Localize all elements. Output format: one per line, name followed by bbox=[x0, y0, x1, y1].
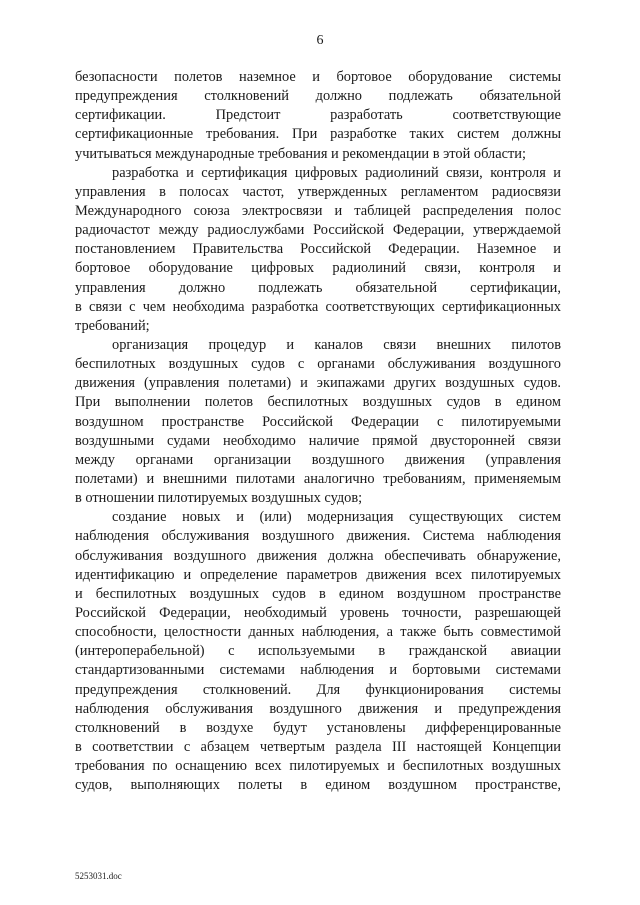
body-line: (интероперабельной) с используемыми в гражданской авиации bbox=[75, 643, 561, 660]
body-line: безопасности полетов наземное и бортовое оборудование системы bbox=[75, 69, 561, 85]
body-line: предупреждения столкновений должно подлежать обязательной bbox=[75, 88, 561, 105]
body-line: сертификационные требования. При разработке таких систем должны bbox=[75, 126, 561, 143]
body-line: учитываться международные требования и рекомендации в этой области; bbox=[75, 145, 526, 162]
body-line: бортовое оборудование цифровых радиолиний связи, контроля и bbox=[75, 260, 561, 277]
body-line: между органами организации воздушного движения (управления bbox=[75, 451, 561, 468]
body-line: наблюдения обслуживания воздушного движения и предупреждения bbox=[75, 700, 561, 717]
body-line: движения (управления полетами) и экипажами других воздушных судов. bbox=[75, 375, 561, 392]
body-line: создание новых и (или) модернизация существующих систем bbox=[112, 509, 561, 526]
document-code: 5253031.doc bbox=[75, 871, 122, 881]
body-line: воздушными судами необходимо наличие прямой двусторонней связи bbox=[75, 432, 561, 449]
body-line: предупреждения столкновений. Для функционирования системы bbox=[75, 681, 561, 698]
body-line: и беспилотных воздушных судов в едином воздушном пространстве bbox=[75, 585, 561, 602]
body-line: в связи с чем необходима разработка соответствующих сертификационных bbox=[75, 298, 561, 315]
body-line: требований; bbox=[75, 317, 150, 334]
body-line: беспилотных воздушных судов с органами обслуживания воздушного bbox=[75, 356, 561, 373]
body-line: столкновений в воздухе будут установлены дифференцированные bbox=[75, 719, 561, 736]
body-line: наблюдения обслуживания воздушного движения. Система наблюдения bbox=[75, 528, 561, 545]
body-line: Международного союза электросвязи и таблицей распределения полос bbox=[75, 202, 561, 219]
body-line: стандартизованными системами наблюдения и бортовыми системами bbox=[75, 662, 561, 679]
body-line: в отношении пилотируемых воздушных судов; bbox=[75, 490, 363, 507]
body-line: Российской Федерации, необходимый уровень точности, разрешающей bbox=[75, 604, 561, 621]
body-line: разработка и сертификация цифровых радиолиний связи, контроля и bbox=[112, 164, 561, 181]
document-body bbox=[75, 68, 561, 795]
body-line: постановлением Правительства Российской Федерации. Наземное и bbox=[75, 241, 561, 258]
body-line: судов, выполняющих полеты в едином воздушном пространстве, bbox=[75, 777, 561, 794]
body-line: обслуживания воздушного движения должна обеспечивать обнаружение, bbox=[75, 547, 561, 564]
body-line: требования по оснащению всех пилотируемых и беспилотных воздушных bbox=[75, 758, 561, 775]
body-line: способности, целостности данных наблюдения, а также быть совместимой bbox=[75, 624, 561, 641]
body-line: управления должно подлежать обязательной сертификации, bbox=[75, 279, 561, 296]
body-line: полетами) и внешними пилотами аналогично требованиям, применяемым bbox=[75, 470, 561, 487]
body-line: идентификацию и определение параметров движения всех пилотируемых bbox=[75, 566, 561, 583]
body-line: радиочастот между радиослужбами Российской Федерации, утверждаемой bbox=[75, 222, 561, 239]
body-line: в соответствии с абзацем четвертым раздела III настоящей Концепции bbox=[75, 738, 561, 755]
page-number: 6 bbox=[316, 33, 324, 48]
body-line: При выполнении полетов беспилотных воздушных судов в едином bbox=[75, 394, 561, 411]
body-line: сертификации. Предстоит разработать соответствующие bbox=[75, 107, 561, 124]
body-line: воздушном пространстве Российской Федерации с пилотируемыми bbox=[75, 413, 561, 430]
body-line: организация процедур и каналов связи внешних пилотов bbox=[112, 336, 561, 353]
body-line: управления в полосах частот, утвержденных регламентом радиосвязи bbox=[75, 183, 561, 200]
